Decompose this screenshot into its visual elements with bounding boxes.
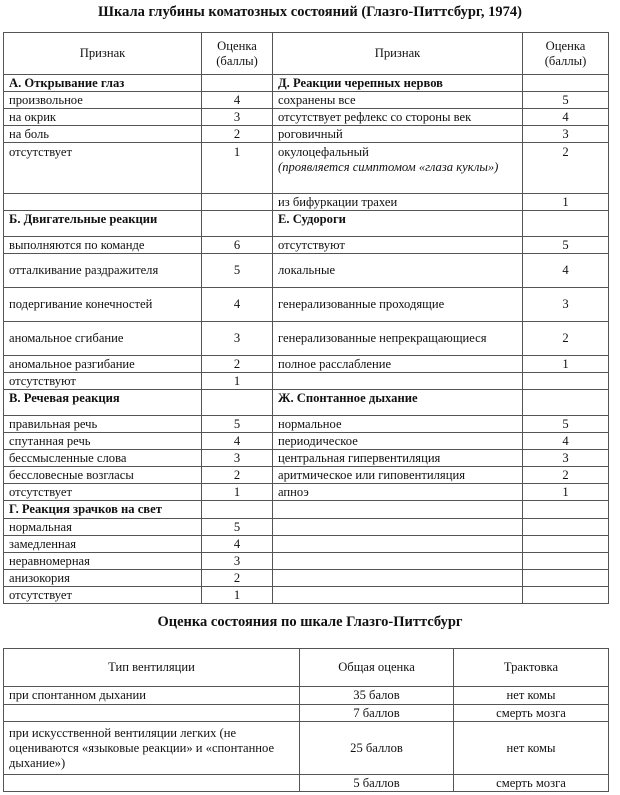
section-motor: Б. Двигательные реакции [4,211,202,237]
section-eye-opening: А. Открывание глаз [4,75,202,92]
criterion-label: нормальное [273,416,523,433]
table-row [4,211,609,237]
criterion-score: 4 [202,92,273,109]
table-row [4,467,609,484]
criterion-score: 2 [202,356,273,373]
table-row [4,390,609,416]
criterion-score: 3 [523,450,609,467]
criterion-score: 1 [523,194,609,211]
table-row [4,356,609,373]
criterion-label: замедленная [4,536,202,553]
table-row [4,501,609,519]
criterion-label: отсутствует [4,143,202,194]
table-row [4,519,609,536]
table-row [4,570,609,587]
table-header-row [4,33,609,75]
table-row [4,288,609,322]
criterion-label: неравномерная [4,553,202,570]
criterion-score: 3 [202,450,273,467]
table-row [4,92,609,109]
ventilation-type: при искусственной вентиляции легких (не оцениваются «языковые реакции» и «спонтанное дыхание») [4,722,300,775]
table-row [4,254,609,288]
criterion-label: локальные [273,254,523,288]
criterion-label: на боль [4,126,202,143]
header-score-right: Оценка (баллы) [523,33,609,75]
criterion-score: 2 [523,467,609,484]
section-verbal: В. Речевая реакция [4,390,202,416]
criterion-label: выполняются по команде [4,237,202,254]
criterion-score: 3 [523,288,609,322]
criterion-score: 3 [202,322,273,356]
criterion-label: аномальное разгибание [4,356,202,373]
criterion-score: 1 [523,484,609,501]
criterion-note: (проявляется симптомом «глаза куклы») [278,160,499,174]
criterion-label: произвольное [4,92,202,109]
total-score: 5 баллов [300,775,454,792]
assessment-table [3,648,609,792]
table-row [4,722,609,775]
ventilation-type [4,775,300,792]
table-row [4,75,609,92]
criterion-score: 5 [523,416,609,433]
header-interpretation: Трактовка [454,649,609,687]
criterion-score: 4 [523,433,609,450]
table-row [4,705,609,722]
criterion-score: 1 [202,143,273,194]
table-row [4,126,609,143]
criterion-label: нормальная [4,519,202,536]
table-row [4,433,609,450]
criterion-score: 2 [523,143,609,194]
criterion-score: 2 [202,126,273,143]
criterion-label: отсутствуют [273,237,523,254]
criterion-label: периодическое [273,433,523,450]
criterion-label: на окрик [4,109,202,126]
criterion-label: отсутствуют [4,373,202,390]
criterion-score: 5 [202,254,273,288]
criterion-score: 3 [202,109,273,126]
criterion-score: 4 [202,288,273,322]
table-row [4,587,609,604]
table-header-row [4,649,609,687]
table-row [4,450,609,467]
criterion-label: апноэ [273,484,523,501]
table-row [4,237,609,254]
table-row [4,536,609,553]
criterion-score: 4 [202,536,273,553]
criterion-score: 3 [202,553,273,570]
ventilation-type: при спонтанном дыхании [4,687,300,705]
criterion-score: 5 [202,519,273,536]
header-sign-left: Признак [4,33,202,75]
criterion-score: 4 [202,433,273,450]
header-ventilation-type: Тип вентиляции [4,649,300,687]
interpretation: нет комы [454,687,609,705]
ventilation-type [4,705,300,722]
header-score-left: Оценка (баллы) [202,33,273,75]
criterion-label: бессмысленные слова [4,450,202,467]
interpretation: смерть мозга [454,775,609,792]
criterion-label: полное расслабление [273,356,523,373]
criterion-label: аномальное сгибание [4,322,202,356]
table-row [4,687,609,705]
criterion-label: роговичный [273,126,523,143]
interpretation: нет комы [454,722,609,775]
section-cranial-nerves: Д. Реакции черепных нервов [273,75,523,92]
table-row [4,484,609,501]
criterion-score: 5 [523,92,609,109]
criterion-label: генерализованные непрекращающиеся [273,322,523,356]
page-title: Шкала глубины коматозных состояний (Глазго-Питтсбург, 1974) [98,4,522,20]
total-score: 35 балов [300,687,454,705]
criterion-label: спутанная речь [4,433,202,450]
criterion-score: 6 [202,237,273,254]
criterion-label: генерализованные проходящие [273,288,523,322]
table-row [4,373,609,390]
criterion-score: 4 [523,109,609,126]
criterion-score: 5 [202,416,273,433]
header-sign-right: Признак [273,33,523,75]
criterion-label: правильная речь [4,416,202,433]
criterion-label: окулоцефальный (проявляется симптомом «глаза куклы») [273,143,523,194]
section-breathing: Ж. Спонтанное дыхание [273,390,523,416]
criterion-score: 1 [202,587,273,604]
criterion-score: 3 [523,126,609,143]
criterion-score: 1 [523,356,609,373]
table-row [4,322,609,356]
criterion-label: бессловесные возгласы [4,467,202,484]
criterion-score: 5 [523,237,609,254]
criterion-score: 2 [202,467,273,484]
criterion-label: отталкивание раздражителя [4,254,202,288]
table-row [4,775,609,792]
table-row [4,553,609,570]
table-row [4,109,609,126]
criterion-label: отсутствует [4,484,202,501]
table-row [4,143,609,194]
header-total-score: Общая оценка [300,649,454,687]
section-title: Оценка состояния по шкале Глазго-Питтсбург [157,614,463,630]
total-score: 7 баллов [300,705,454,722]
table-row [4,194,609,211]
interpretation: смерть мозга [454,705,609,722]
coma-scale-table [3,32,609,604]
criterion-label: аритмическое или гиповентиляция [273,467,523,484]
criterion-score: 1 [202,484,273,501]
criterion-label: подергивание конечностей [4,288,202,322]
criterion-score: 2 [523,322,609,356]
section-pupil-reaction: Г. Реакция зрачков на свет [4,501,202,519]
criterion-score: 1 [202,373,273,390]
total-score: 25 баллов [300,722,454,775]
criterion-label: из бифуркации трахеи [273,194,523,211]
criterion-label: сохранены все [273,92,523,109]
criterion-label: центральная гипервентиляция [273,450,523,467]
criterion-label: отсутствует [4,587,202,604]
criterion-label: анизокория [4,570,202,587]
table-row [4,416,609,433]
criterion-score: 4 [523,254,609,288]
section-seizures: Е. Судороги [273,211,523,237]
criterion-label: отсутствует рефлекс со стороны век [273,109,523,126]
criterion-score: 2 [202,570,273,587]
